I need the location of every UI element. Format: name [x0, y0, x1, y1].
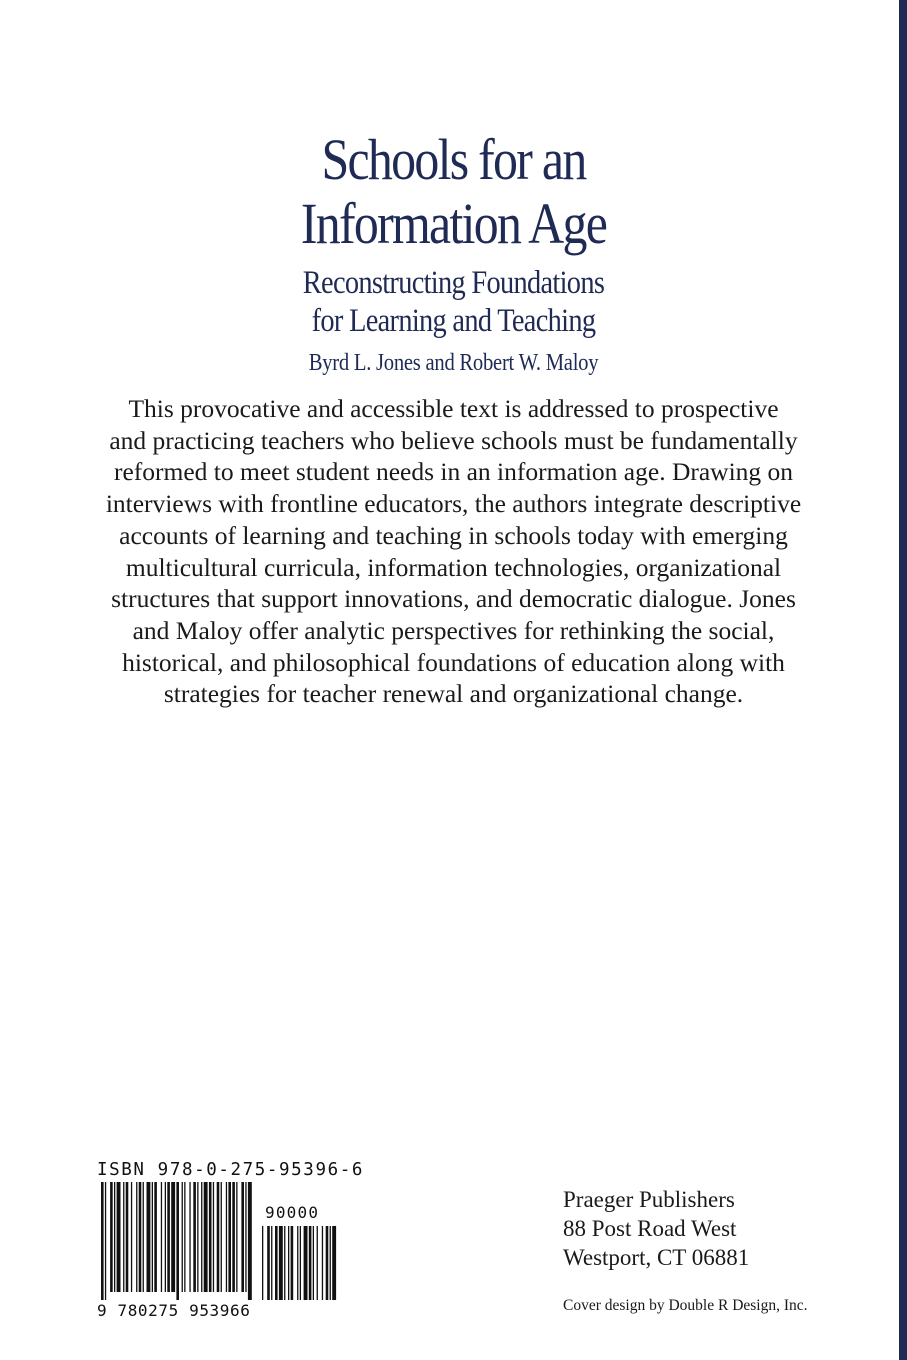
- addon-bar: [291, 1226, 294, 1300]
- barcode-bar: [165, 1182, 166, 1292]
- blurb-line: accounts of learning and teaching in schools today with emerging: [119, 520, 788, 550]
- addon-bar: [330, 1226, 331, 1300]
- barcode-bar: [213, 1182, 214, 1292]
- barcode-bar: [167, 1182, 170, 1292]
- publisher-address: [563, 1185, 749, 1272]
- barcode-graphic: [97, 1182, 347, 1302]
- addon-bar: [297, 1226, 298, 1300]
- isbn-barcode: [97, 1160, 364, 1320]
- publisher-city: Westport, CT 06881: [563, 1245, 750, 1270]
- addon-bar: [279, 1226, 283, 1300]
- barcode-bar: [154, 1182, 157, 1292]
- addon-bar: [275, 1226, 278, 1300]
- addon-bar: [262, 1226, 263, 1300]
- blurb-line: reformed to meet student needs in an information age. Drawing on: [113, 457, 794, 487]
- barcode-bar: [152, 1182, 153, 1292]
- book-authors: Byrd L. Jones and Robert W. Maloy: [308, 350, 599, 376]
- publisher-street: 88 Post Road West: [563, 1216, 737, 1241]
- addon-bar: [332, 1226, 336, 1300]
- book-blurb: [60, 393, 847, 710]
- barcode-bar: [236, 1182, 237, 1292]
- blurb-line: multicultural curricula, information technologies, organizational: [125, 552, 782, 582]
- barcode-bar: [110, 1182, 113, 1292]
- barcode-bar: [143, 1182, 144, 1292]
- book-title-line-1: Schools for an: [321, 127, 586, 192]
- barcode-bar: [209, 1182, 212, 1292]
- barcode-bar: [241, 1182, 244, 1292]
- isbn-label: ISBN 978-0-275-95396-6: [97, 1160, 364, 1180]
- addon-bar: [317, 1226, 318, 1300]
- barcode-bar: [101, 1182, 104, 1300]
- barcode-bar: [189, 1182, 190, 1292]
- blurb-line: and Maloy offer analytic perspectives for rethinking the social,: [132, 615, 775, 645]
- barcode-bar: [171, 1182, 175, 1292]
- barcode-bar: [161, 1182, 162, 1292]
- barcode-bar: [248, 1182, 252, 1300]
- barcode-bar: [245, 1182, 246, 1292]
- title-block: [0, 128, 907, 378]
- publisher-name: Praeger Publishers: [563, 1187, 735, 1212]
- barcode-bar: [217, 1182, 220, 1292]
- book-subtitle-line-1: Reconstructing Foundations: [302, 265, 605, 301]
- barcode-bar: [126, 1182, 129, 1292]
- barcode-bar: [193, 1182, 196, 1292]
- barcode-bar: [182, 1182, 183, 1292]
- barcode-bar: [136, 1182, 137, 1292]
- ean-digits: 9 780275 953966: [97, 1301, 251, 1320]
- book-subtitle-line-2: for Learning and Teaching: [311, 303, 596, 339]
- barcode-bar: [176, 1182, 179, 1300]
- barcode-bar: [221, 1182, 222, 1292]
- addon-bar: [309, 1226, 312, 1300]
- addon-bar: [288, 1226, 289, 1300]
- blurb-line: historical, and philosophical foundations of education along with: [122, 647, 785, 677]
- barcode-bar: [204, 1182, 208, 1292]
- addon-bar: [313, 1226, 314, 1300]
- addon-bar: [271, 1226, 272, 1300]
- blurb-line: and practicing teachers who believe schools must be fundamentally: [109, 425, 798, 455]
- barcode-bar: [197, 1182, 198, 1292]
- addon-bar: [300, 1226, 301, 1300]
- book-title-line-2: Information Age: [300, 191, 607, 256]
- addon-bar: [322, 1226, 323, 1300]
- barcode-bar: [147, 1182, 151, 1292]
- barcode-bar: [232, 1182, 235, 1292]
- blurb-line: interviews with frontline educators, the authors integrate descriptive: [105, 489, 802, 519]
- barcode-bar: [139, 1182, 142, 1292]
- price-addon-digits: 90000: [265, 1203, 320, 1222]
- blurb-line: structures that support innovations, and democratic dialogue. Jones: [111, 584, 796, 614]
- blurb-line: This provocative and accessible text is addressed to prospective: [128, 394, 779, 423]
- barcode-bar: [131, 1182, 132, 1292]
- blurb-line: strategies for teacher renewal and organizational change.: [163, 679, 744, 709]
- addon-bar: [326, 1226, 329, 1300]
- addon-bar: [304, 1226, 308, 1300]
- addon-bar: [284, 1226, 285, 1300]
- barcode-bar: [123, 1182, 124, 1292]
- barcode-bar: [201, 1182, 202, 1292]
- addon-bar: [267, 1226, 270, 1300]
- barcode-bar: [105, 1182, 106, 1300]
- barcode-bar: [228, 1182, 231, 1292]
- cover-design-credit: Cover design by Double R Design, Inc.: [563, 1297, 808, 1314]
- barcode-bar: [184, 1182, 185, 1292]
- barcode-bars: [97, 1182, 347, 1302]
- barcode-bar: [226, 1182, 227, 1292]
- barcode-bar: [114, 1182, 115, 1292]
- barcode-bar: [117, 1182, 121, 1292]
